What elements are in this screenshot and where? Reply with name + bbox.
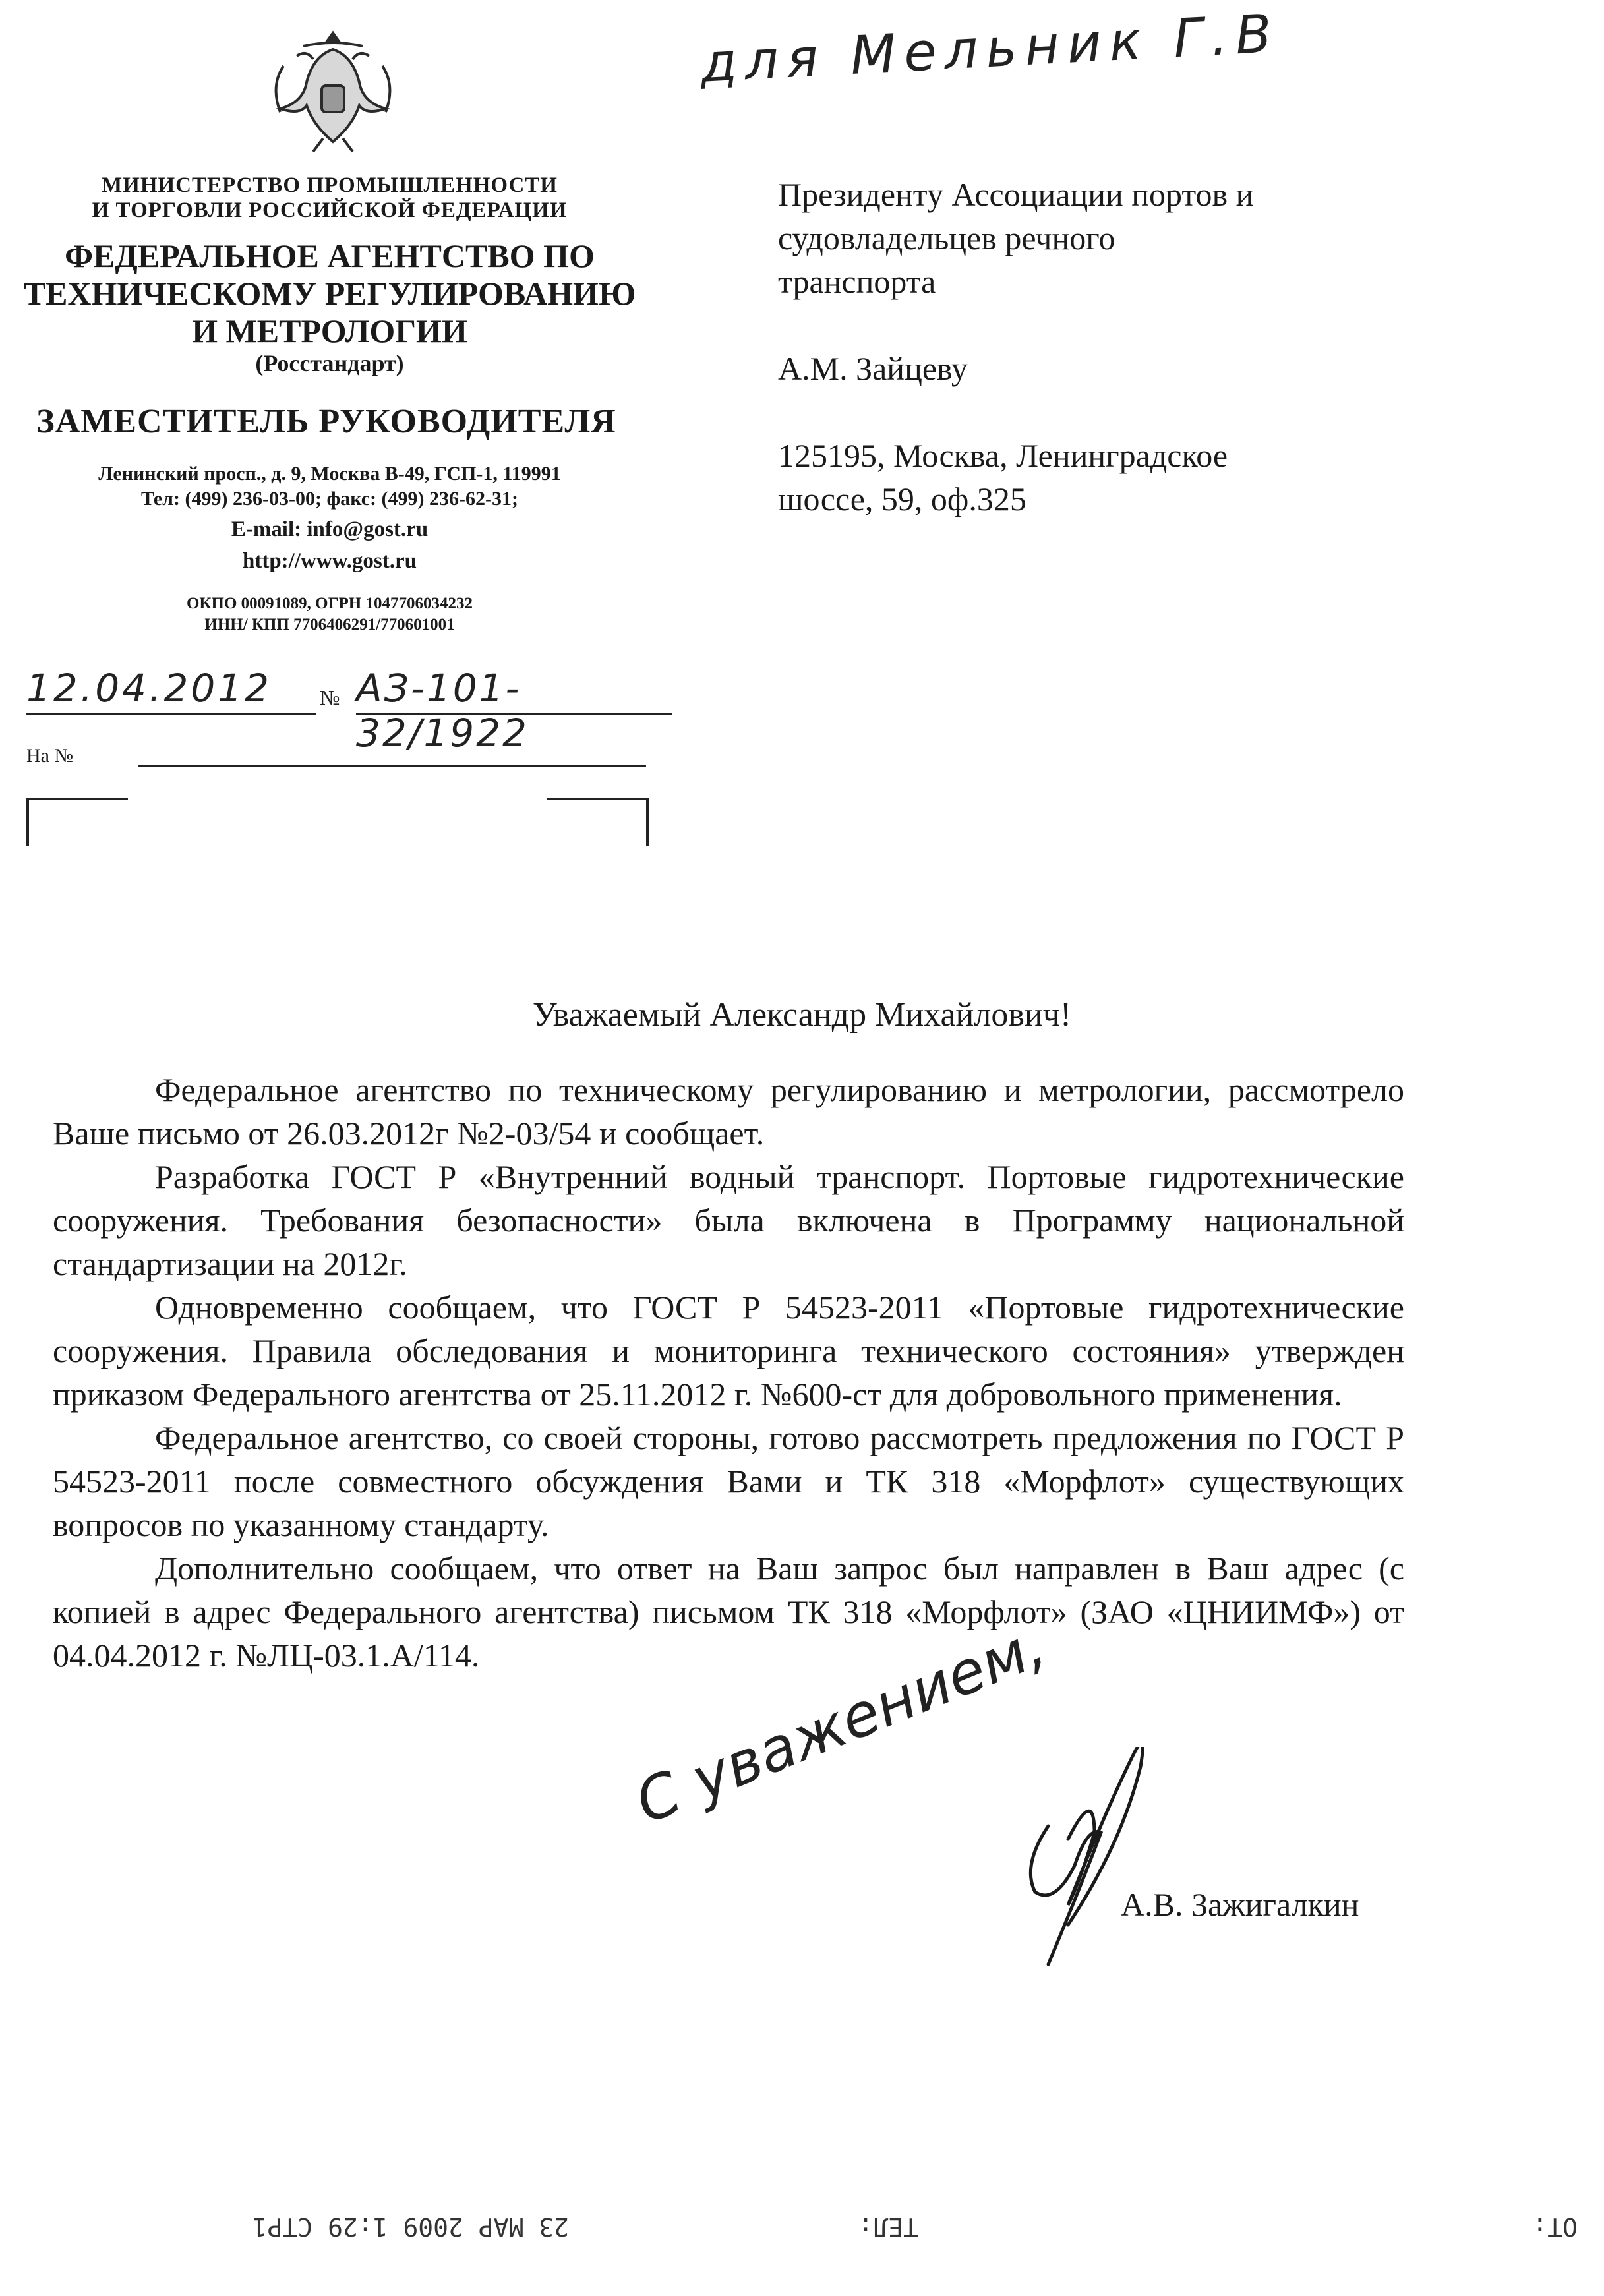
registration-number: АЗ-101-32/1922 bbox=[356, 666, 529, 755]
body-paragraph: Дополнительно сообщаем, что ответ на Ваш запрос был направлен в Ваш адрес (с копией в адрес Федерального агентства) письмом ТК 318 «Морфлот» (ЗАО «ЦНИИМФ») от 04.04.2012 г. №ЛЦ-03.1.А/114. bbox=[53, 1550, 1404, 1674]
reference-underline bbox=[138, 765, 646, 767]
addressee-line-2: судовладельцев речного bbox=[778, 220, 1115, 256]
number-underline bbox=[356, 713, 672, 715]
address-corner-right bbox=[547, 798, 649, 846]
sender-contacts bbox=[13, 461, 646, 512]
ministry-line-2: И ТОРГОВЛИ РОССИЙСКОЙ ФЕДЕРАЦИИ bbox=[92, 198, 568, 222]
agency-line-3: И МЕТРОЛОГИИ bbox=[192, 312, 467, 349]
address-corner-left bbox=[26, 798, 128, 846]
registration-date: 12.04.2012 bbox=[26, 666, 272, 711]
sender-codes bbox=[13, 593, 646, 635]
ministry-name bbox=[13, 173, 646, 223]
coat-of-arms-emblem bbox=[264, 20, 402, 158]
handwritten-regards: С уважением, bbox=[626, 1610, 1055, 1838]
addressee-address-1: 125195, Москва, Ленинградское bbox=[778, 437, 1228, 474]
reference-label: На № bbox=[26, 745, 74, 767]
fax-tel-label: TEЛ: bbox=[858, 2212, 918, 2241]
addressee-line-1: Президенту Ассоциации портов и bbox=[778, 176, 1254, 213]
fax-header-strip bbox=[0, 2195, 1604, 2248]
letter-body bbox=[53, 1068, 1404, 1677]
body-paragraph: Разработка ГОСТ Р «Внутренний водный транспорт. Портовые гидротехнические сооружения. Требования безопасности» была включена в Программу национальной стандартизации на 2012г. bbox=[53, 1158, 1404, 1282]
sender-email: E-mail: info@gost.ru bbox=[231, 517, 429, 541]
fax-from-label: OT: bbox=[1532, 2212, 1578, 2241]
sender-website: http://www.gost.ru bbox=[242, 549, 417, 573]
agency-short-name: (Росстандарт) bbox=[255, 350, 404, 376]
fax-timestamp: 23 MAP 2009 1:29 CTP1 bbox=[252, 2212, 569, 2241]
number-label: № bbox=[320, 686, 340, 709]
sender-position: ЗАМЕСТИТЕЛЬ РУКОВОДИТЕЛЯ bbox=[36, 403, 616, 440]
codes-okpo-ogrn: ОКПО 00091089, ОГРН 1047706034232 bbox=[186, 595, 473, 612]
sender-address: Ленинский просп., д. 9, Москва В-49, ГСП-1, 119991 bbox=[98, 463, 561, 485]
registration-row bbox=[26, 666, 672, 755]
addressee-address-2: шоссе, 59, оф.325 bbox=[778, 481, 1026, 517]
body-paragraph: Федеральное агентство по техническому регулированию и метрологии, рассмотрело Ваше письмо от 26.03.2012г №2-03/54 и сообщает. bbox=[53, 1071, 1404, 1152]
codes-inn-kpp: ИНН/ КПП 7706406291/770601001 bbox=[204, 616, 455, 633]
addressee-name: А.М. Зайцеву bbox=[778, 350, 968, 387]
agency-name bbox=[13, 237, 646, 350]
signer-name: А.В. Зажигалкин bbox=[1121, 1886, 1359, 1923]
agency-line-2: ТЕХНИЧЕСКОМУ РЕГУЛИРОВАНИЮ bbox=[23, 275, 636, 312]
handwritten-note: для Мельник Г.В bbox=[699, 2, 1282, 94]
salutation: Уважаемый Александр Михайлович! bbox=[532, 996, 1072, 1034]
sender-phone: Тел: (499) 236-03-00; факс: (499) 236-62-31; bbox=[140, 488, 518, 510]
addressee-block bbox=[778, 173, 1536, 521]
agency-line-1: ФЕДЕРАЛЬНОЕ АГЕНТСТВО ПО bbox=[65, 237, 595, 274]
addressee-line-3: транспорта bbox=[778, 263, 936, 300]
body-paragraph: Федеральное агентство, со своей стороны, готово рассмотреть предложения по ГОСТ Р 54523-2011 после совместного обсуждения Вами и ТК 318 «Морфлот» существующих вопросов по указанному стандарту. bbox=[53, 1419, 1404, 1543]
ministry-line-1: МИНИСТЕРСТВО ПРОМЫШЛЕННОСТИ bbox=[102, 173, 558, 197]
body-paragraph: Одновременно сообщаем, что ГОСТ Р 54523-2011 «Портовые гидротехнические сооружения. Правила обследования и мониторинга технического состояния» утвержден приказом Федерального агентства от 25.11.2012 г. №600-ст для добровольного применения. bbox=[53, 1289, 1404, 1413]
date-underline bbox=[26, 713, 316, 715]
